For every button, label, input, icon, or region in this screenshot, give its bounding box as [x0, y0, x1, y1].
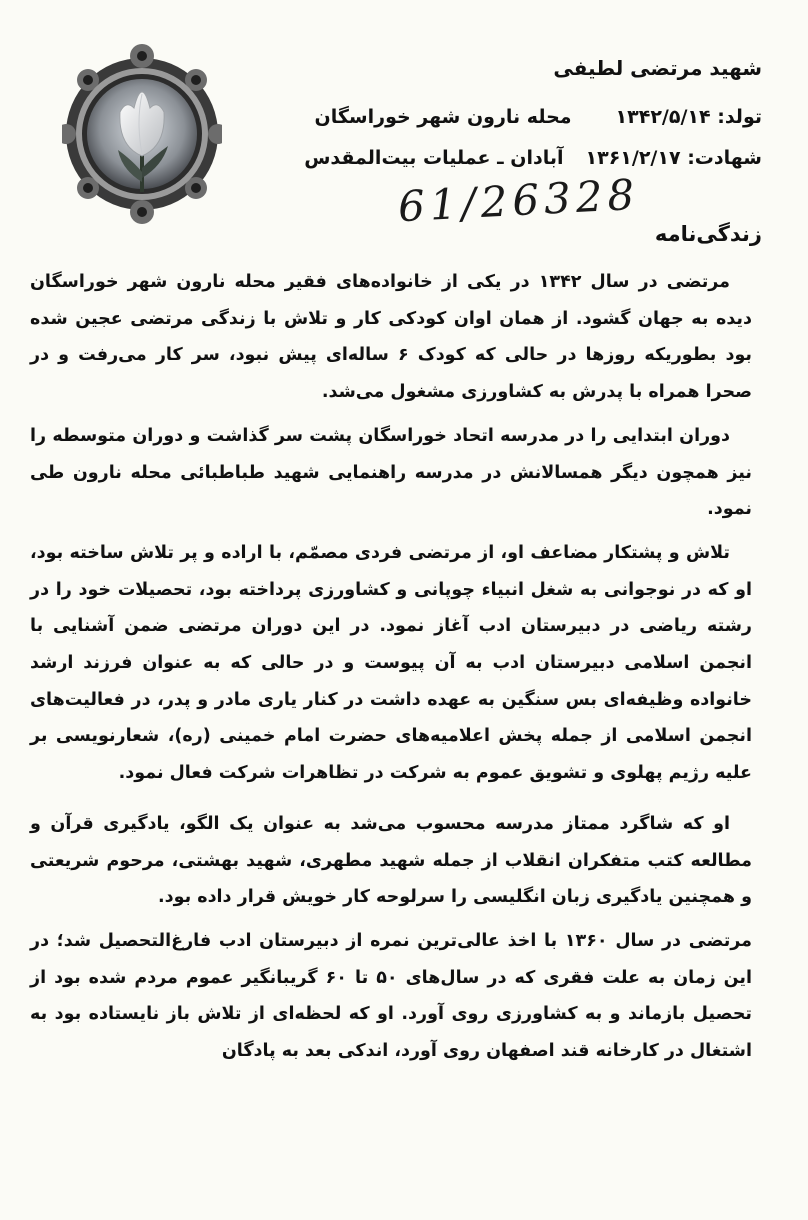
martyrdom-place: آبادان ـ عملیات بیت‌المقدس — [304, 147, 564, 169]
martyr-name: شهید مرتضی لطیفی — [553, 56, 762, 80]
biography-body — [30, 264, 752, 1077]
biography-paragraph: مرتضی در سال ۱۳۶۰ با اخذ عالی‌ترین نمره از دبیرستان ادب فارغ‌التحصیل شد؛ در این زمان به علت فقری که در سال‌های ۵۰ تا ۶۰ گریبانگیر عموم مردم شده بود از تحصیل بازماند و به کشاورزی روی آورد. او که لحظه‌ای از تلاش باز نایستاده بود به اشتغال در کارخانه قند اصفهان روی آورد، اندکی بعد به پادگان — [30, 930, 752, 1062]
tulip-medallion-icon — [62, 42, 222, 226]
martyrdom-info — [586, 147, 763, 169]
biography-paragraph: تلاش و پشتکار مضاعف او، از مرتضی فردی مصمّم، با اراده و پر تلاش ساخته بود، او که در نوجوانی به شغل انبیاء چوپانی و کشاورزی پرداخته بود، تحصیلات خود را در رشته ریاضی در دبیرستان ادب آغاز نمود. در این دوران مرتضی ضمن آشنایی با انجمن اسلامی دبیرستان ادب به آن پیوست و در حالی که به عنوان فرزند ارشد خانواده وظیفه‌ای بس سنگین به عهده داشت در کنار یاری مادر و پدر، در فعالیت‌های انجمن اسلامی از جمله پخش اعلامیه‌های حضرت امام خمینی (ره)، شعارنویسی بر علیه رژیم پهلوی و تشویق عموم به شرکت در تظاهرات شرکت فعال نمود. — [30, 542, 752, 784]
biography-paragraph: مرتضی در سال ۱۳۴۲ در یکی از خانواده‌های فقیر محله نارون شهر خوراسگان دیده به جهان گشود. از همان اوان کودکی کار و تلاش با زندگی مرتضی عجین شده بود بطوریکه روزها در حالی که کودک ۶ ساله‌ای پیش نبود، سر کار می‌رفت و در صحرا همراه با پدرش به کشاورزی مشغول می‌شد. — [30, 272, 752, 403]
biography-paragraph: او که شاگرد ممتاز مدرسه محسوب می‌شد به عنوان یک الگو، یادگیری قرآن و مطالعه کتب متفکران انقلاب از جمله شهید مطهری، شهید بهشتی، مرحوم شریعتی و همچنین یادگیری زبان انگلیسی را سرلوحه کار خویش قرار داده بود. — [30, 813, 752, 908]
birth-label: تولد: — [717, 106, 762, 128]
birth-place: محله نارون شهر خوراسگان — [314, 106, 572, 128]
handwritten-file-number: 61/26328 — [396, 169, 641, 232]
martyrdom-label: شهادت: — [687, 147, 762, 169]
biography-paragraph: دوران ابتدایی را در مدرسه اتحاد خوراسگان پشت سر گذاشت و دوران متوسطه را نیز همچون دیگر همسالانش در مدرسه راهنمایی شهید طباطبائی محله نارون طی نمود. — [30, 425, 752, 520]
martyrdom-line — [304, 147, 762, 169]
biography-heading: زندگی‌نامه — [654, 222, 762, 246]
birth-info — [616, 106, 762, 128]
birth-line — [315, 106, 762, 128]
birth-date: ۱۳۴۲/۵/۱۴ — [615, 106, 711, 128]
martyrdom-date: ۱۳۶۱/۲/۱۷ — [585, 147, 681, 169]
